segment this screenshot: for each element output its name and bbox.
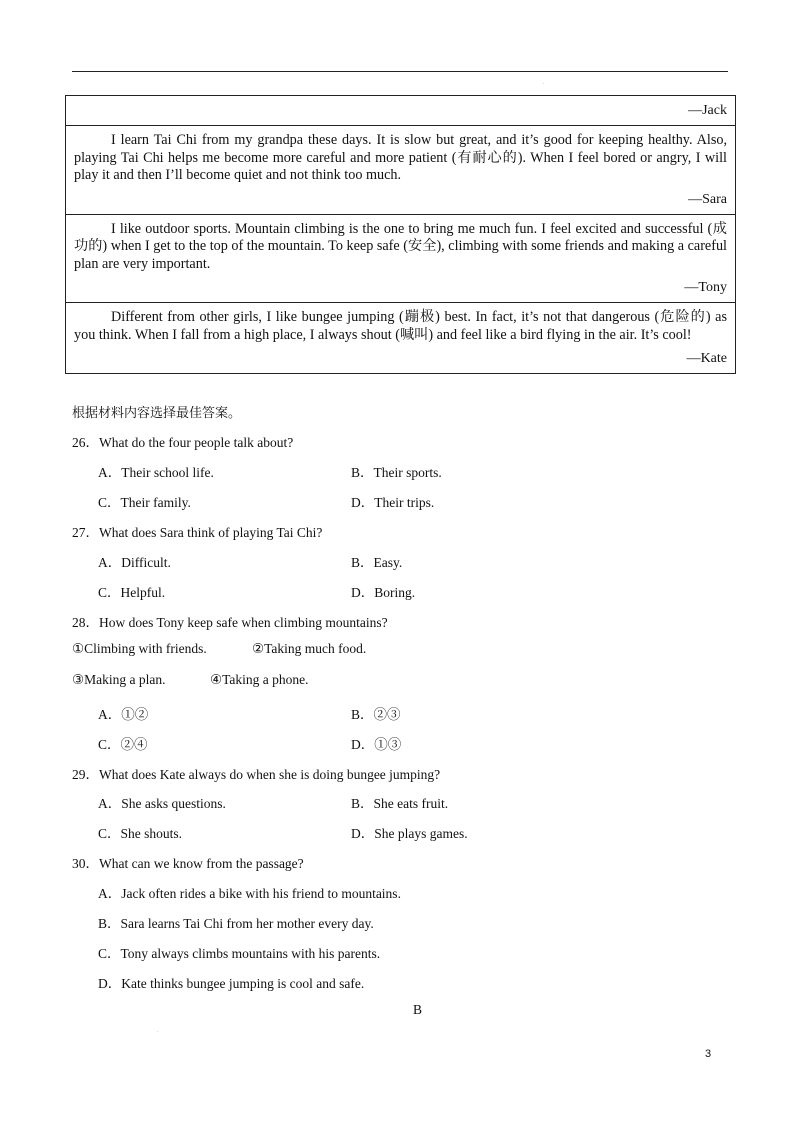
q28-item-2: ②Taking much food. <box>252 641 367 656</box>
section-label-b: B <box>413 1002 423 1017</box>
header-dot: . <box>543 80 545 86</box>
q26-option-c: C．Their family. <box>98 495 191 510</box>
q30-option-c: C．Tony always climbs mountains with his parents. <box>98 946 381 961</box>
q28-item-4: ④Taking a phone. <box>210 672 309 687</box>
instruction: 根据材料内容选择最佳答案。 <box>72 406 242 421</box>
kate-paragraph: Different from other girls, I like bungee jumping (蹦极) best. In fact, it’s not that dangerous (危险的) as you think. When I fall from a high place, I always shout (喊叫) and feel like a bird flying in the air. It’s cool! <box>74 309 727 343</box>
q29-option-c: C．She shouts. <box>98 826 183 841</box>
q28-option-a: A．①② <box>98 707 149 722</box>
q30-option-d: D．Kate thinks bungee jumping is cool and safe. <box>98 976 365 991</box>
q27-option-a: A．Difficult. <box>98 555 171 570</box>
question-30: 30．What can we know from the passage? <box>72 856 304 871</box>
q26-option-a: A．Their school life. <box>98 465 214 480</box>
q30-option-a: A．Jack often rides a bike with his friend to mountains. <box>98 886 401 901</box>
kate-cell <box>66 302 735 373</box>
question-28: 28．How does Tony keep safe when climbing mountains? <box>72 615 388 630</box>
jack-signature: —Jack <box>688 103 727 118</box>
question-29: 29．What does Kate always do when she is doing bungee jumping? <box>72 767 441 782</box>
question-26: 26．What do the four people talk about? <box>72 435 294 450</box>
passage-table <box>65 95 736 374</box>
sara-paragraph: I learn Tai Chi from my grandpa these days. It is slow but great, and it’s good for keeping healthy. Also, playing Tai Chi helps me become more careful and more patient (有耐心的). When I feel bored or angry, I will play it and then I’ll become quiet and not think too much. <box>74 132 727 183</box>
q27-option-b: B．Easy. <box>351 555 403 570</box>
q26-option-b: B．Their sports. <box>351 465 442 480</box>
q27-option-d: D．Boring. <box>351 585 416 600</box>
tony-paragraph: I like outdoor sports. Mountain climbing is the one to bring me much fun. I feel excited and successful (成功的) when I get to the top of the mountain. To keep safe (安全), climbing with some friends and making a careful plan are very important. <box>74 220 727 272</box>
header-rule <box>72 71 728 72</box>
kate-signature: —Kate <box>686 351 727 366</box>
q29-option-a: A．She asks questions. <box>98 796 226 811</box>
tony-signature: —Tony <box>684 280 727 295</box>
question-27: 27．What does Sara think of playing Tai Chi? <box>72 525 323 540</box>
q28-option-d: D．①③ <box>351 737 402 752</box>
q28-option-b: B．②③ <box>351 707 401 722</box>
q29-option-d: D．She plays games. <box>351 826 468 841</box>
q28-item-1: ①Climbing with friends. <box>72 641 207 656</box>
sara-cell <box>66 125 735 214</box>
page-number: 3 <box>705 1048 712 1060</box>
q28-option-c: C．②④ <box>98 737 148 752</box>
q26-option-d: D．Their trips. <box>351 495 435 510</box>
q27-option-c: C．Helpful. <box>98 585 166 600</box>
sara-signature: —Sara <box>688 191 727 207</box>
jack-cell <box>66 96 735 125</box>
q29-option-b: B．She eats fruit. <box>351 796 449 811</box>
q28-item-3: ③Making a plan. <box>72 672 166 687</box>
q30-option-b: B．Sara learns Tai Chi from her mother every day. <box>98 916 374 931</box>
tony-cell <box>66 214 735 303</box>
footer-dot: . <box>157 1028 159 1034</box>
